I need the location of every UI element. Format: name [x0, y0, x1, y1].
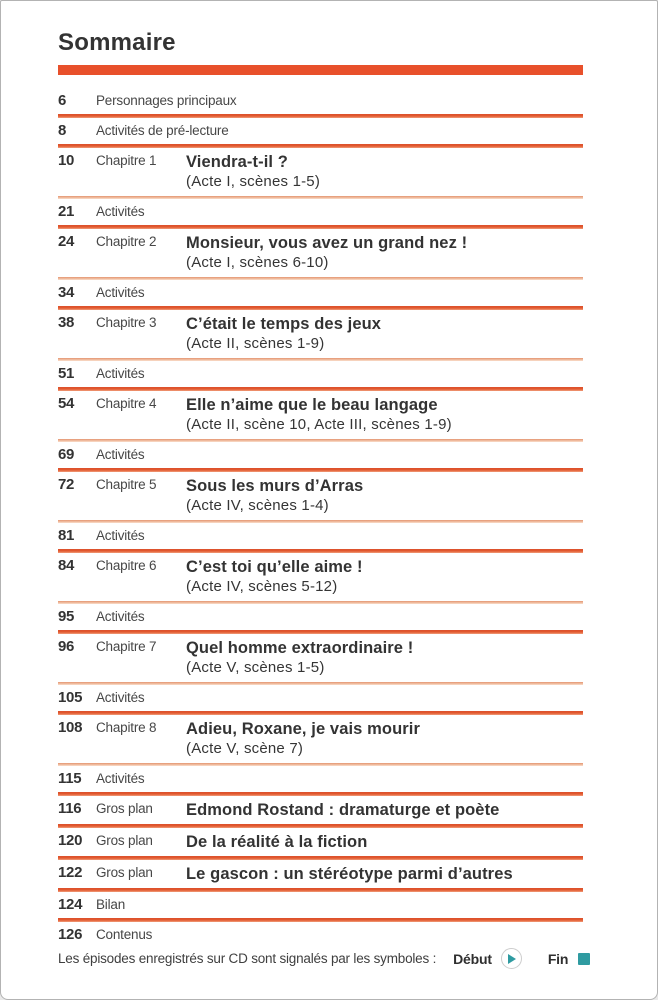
toc-title: C’était le temps des jeux — [186, 315, 382, 333]
toc-page-number: 95 — [58, 608, 75, 625]
toc-page-number: 116 — [58, 800, 82, 817]
page-content — [1, 1, 657, 948]
toc-label: Activités — [96, 204, 145, 219]
toc-row — [58, 796, 583, 824]
toc-title-block — [186, 557, 583, 596]
toc-page-number: 84 — [58, 557, 75, 574]
toc-page-number: 24 — [58, 233, 75, 250]
toc-title-block — [186, 476, 583, 515]
toc-row — [58, 361, 583, 387]
toc-title: C’est toi qu’elle aime ! — [186, 558, 363, 576]
toc-page-number: 122 — [58, 864, 83, 881]
toc-category: Chapitre 7 — [96, 639, 157, 654]
toc-row — [58, 199, 583, 225]
toc-list — [58, 88, 583, 948]
toc-page-number: 34 — [58, 284, 75, 301]
toc-label: Activités — [96, 366, 145, 381]
toc-row — [58, 88, 583, 114]
toc-row — [58, 828, 583, 856]
toc-title: Viendra-t-il ? — [186, 153, 288, 171]
toc-title: Monsieur, vous avez un grand nez ! — [186, 234, 468, 252]
toc-title: De la réalité à la fiction — [186, 833, 368, 851]
toc-page-number: 21 — [58, 203, 75, 220]
toc-page-number: 105 — [58, 689, 83, 706]
toc-row — [58, 604, 583, 630]
toc-page-number: 108 — [58, 719, 83, 736]
play-circle-icon — [501, 948, 522, 969]
toc-title-block — [186, 395, 583, 434]
toc-title: Edmond Rostand : dramaturge et poète — [186, 801, 500, 819]
toc-title: Sous les murs d’Arras — [186, 477, 364, 495]
toc-label: Activités — [96, 609, 145, 624]
play-triangle-icon — [508, 954, 516, 964]
toc-title-block — [186, 314, 583, 353]
toc-category: Chapitre 5 — [96, 477, 157, 492]
toc-title: Elle n’aime que le beau langage — [186, 396, 438, 414]
toc-title-block — [186, 864, 583, 884]
toc-title: Le gascon : un stéréotype parmi d’autres — [186, 865, 513, 883]
toc-category: Chapitre 8 — [96, 720, 157, 735]
toc-row — [58, 860, 583, 888]
toc-category: Chapitre 6 — [96, 558, 157, 573]
toc-label: Activités de pré-lecture — [96, 123, 229, 138]
toc-category: Chapitre 1 — [96, 153, 157, 168]
toc-row — [58, 442, 583, 468]
cd-legend-text: Les épisodes enregistrés sur CD sont signalés par les symboles : — [58, 951, 437, 966]
toc-page-number: 10 — [58, 152, 75, 169]
toc-row — [58, 553, 583, 601]
toc-row — [58, 922, 583, 948]
toc-page-number: 126 — [58, 926, 83, 943]
toc-row — [58, 280, 583, 306]
toc-page-number: 69 — [58, 446, 75, 463]
toc-title: Quel homme extraordinaire ! — [186, 639, 414, 657]
title-accent-bar — [58, 65, 583, 75]
toc-page-number: 54 — [58, 395, 75, 412]
toc-category: Chapitre 4 — [96, 396, 157, 411]
toc-page-number: 120 — [58, 832, 83, 849]
toc-row — [58, 634, 583, 682]
toc-row — [58, 715, 583, 763]
toc-page-number: 51 — [58, 365, 75, 382]
toc-row — [58, 685, 583, 711]
toc-row — [58, 523, 583, 549]
toc-title-block — [186, 832, 583, 852]
toc-page-number: 72 — [58, 476, 75, 493]
toc-category: Gros plan — [96, 833, 153, 848]
toc-category: Chapitre 3 — [96, 315, 157, 330]
toc-label: Bilan — [96, 897, 126, 912]
cd-start-label: Début — [453, 950, 492, 967]
toc-subtitle: (Acte II, scène 10, Acte III, scènes 1-9) — [186, 416, 452, 433]
toc-row — [58, 766, 583, 792]
toc-row — [58, 229, 583, 277]
toc-row — [58, 310, 583, 358]
toc-page-number: 96 — [58, 638, 75, 655]
toc-label: Activités — [96, 771, 145, 786]
toc-title-block — [186, 638, 583, 677]
toc-page-number: 124 — [58, 896, 83, 913]
page-title: Sommaire — [58, 29, 176, 56]
toc-page-number: 8 — [58, 122, 67, 139]
toc-subtitle: (Acte I, scènes 6-10) — [186, 254, 329, 271]
toc-subtitle: (Acte I, scènes 1-5) — [186, 173, 321, 190]
toc-subtitle: (Acte IV, scènes 5-12) — [186, 578, 338, 595]
toc-label: Activités — [96, 690, 145, 705]
toc-row — [58, 472, 583, 520]
toc-page-number: 6 — [58, 92, 67, 109]
toc-row — [58, 148, 583, 196]
toc-label: Contenus — [96, 927, 153, 942]
toc-label: Activités — [96, 447, 145, 462]
cd-legend — [58, 948, 617, 969]
toc-page-number: 38 — [58, 314, 75, 331]
toc-category: Chapitre 2 — [96, 234, 157, 249]
toc-category: Gros plan — [96, 865, 153, 880]
toc-subtitle: (Acte II, scènes 1-9) — [186, 335, 325, 352]
toc-title: Adieu, Roxane, je vais mourir — [186, 720, 420, 738]
toc-page-number: 81 — [58, 527, 75, 544]
toc-label: Activités — [96, 528, 145, 543]
toc-label: Personnages principaux — [96, 93, 237, 108]
toc-subtitle: (Acte V, scène 7) — [186, 740, 304, 757]
toc-title-block — [186, 800, 583, 820]
cd-end-label: Fin — [547, 950, 569, 967]
stop-square-icon — [578, 953, 590, 965]
toc-title-block — [186, 233, 583, 272]
toc-title-block — [186, 152, 583, 191]
toc-subtitle: (Acte IV, scènes 1-4) — [186, 497, 329, 514]
toc-row — [58, 391, 583, 439]
toc-subtitle: (Acte V, scènes 1-5) — [186, 659, 325, 676]
toc-row — [58, 892, 583, 918]
toc-row — [58, 118, 583, 144]
toc-category: Gros plan — [96, 801, 153, 816]
toc-label: Activités — [96, 285, 145, 300]
toc-page-number: 115 — [58, 770, 82, 787]
toc-title-block — [186, 719, 583, 758]
